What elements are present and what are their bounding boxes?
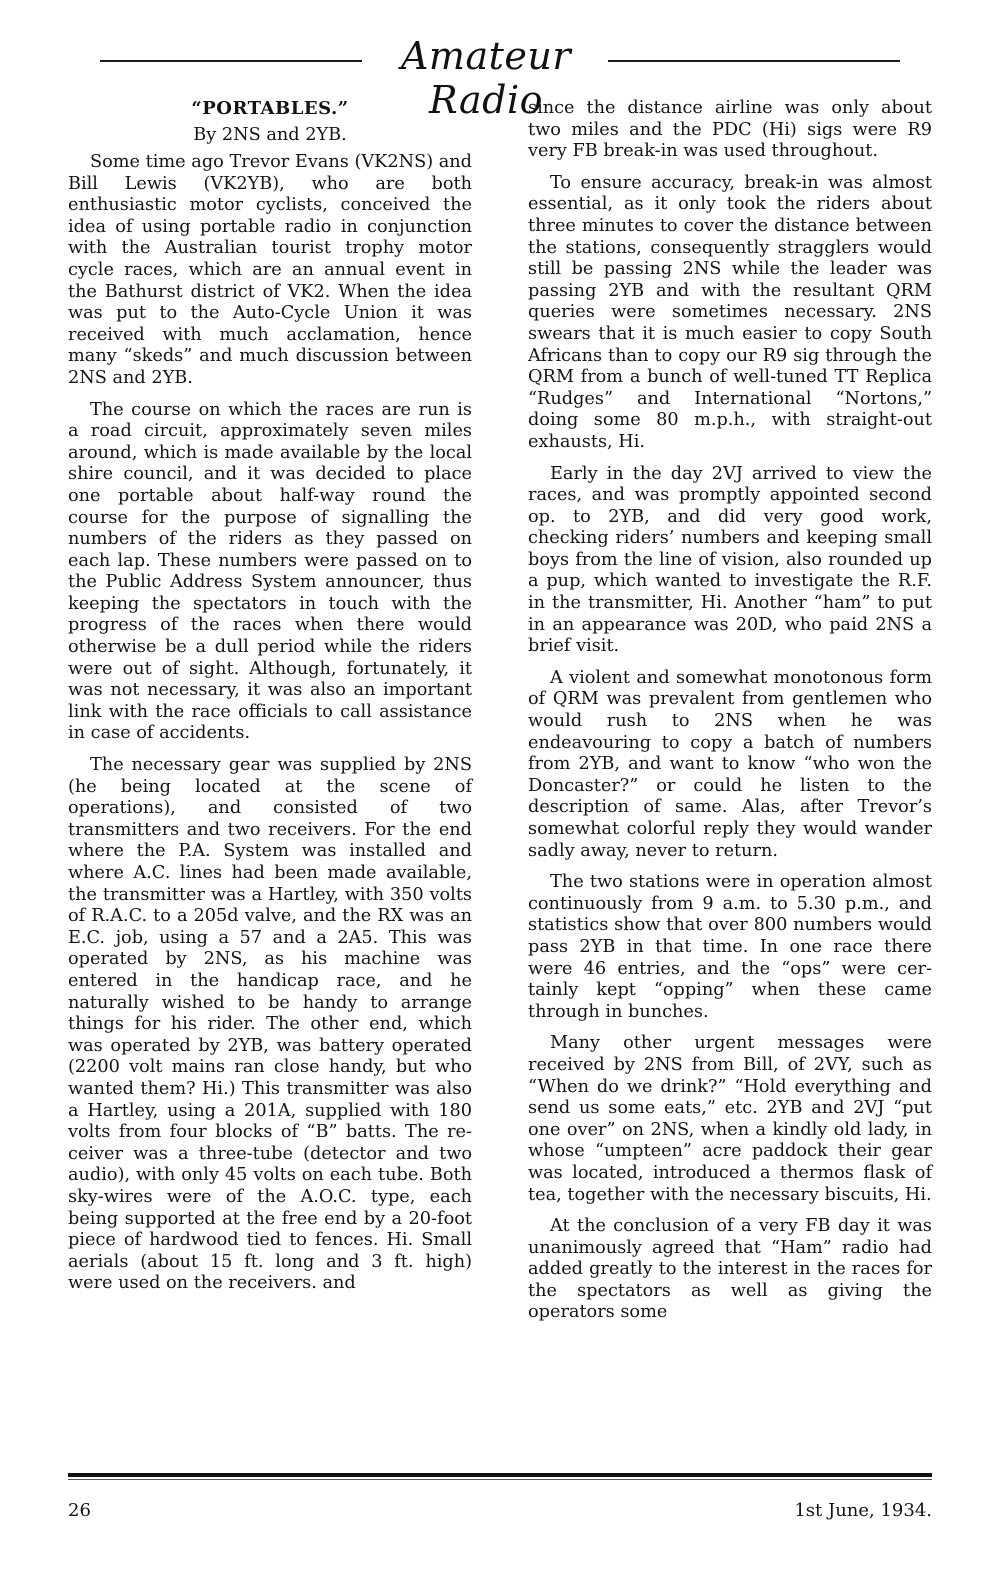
article-heading: “PORTABLES.”: [191, 98, 349, 119]
paragraph-continuation: since the distance airline was only about two miles and the PDC (Hi) sigs were R9 very FB break-in was used throughout.: [528, 98, 932, 162]
paragraph: A violent and somewhat monotonous form of QRM was prevalent from gentlemen who would rush to 2NS when he was endeavouring to copy a batch of numbers from 2YB, and want to know “who won the Doncaster?” or could he listen to the description of same. Alas, after Trevor’s somewhat colorful reply they would wander sadly away, never to return.: [528, 667, 932, 861]
footer-rule: [68, 1473, 932, 1477]
footer-rule-thin: [68, 1479, 932, 1480]
paragraph: Many other urgent messages were received by 2NS from Bill, of 2VY, such as “When do we drink?” “Hold everything and send us some eats,” etc. 2YB and 2VJ “put one over” on 2NS, when a kindly old lady, in whose “umpteen” acre paddock their gear was located, introduced a thermos flask of tea, together with the necessary biscuits, Hi.: [528, 1033, 932, 1205]
paragraph: The course on which the races are run is a road circuit, approximately seven miles around, which is made available by the local shire council, and it was decided to place one portable about half-way round the course for the purpose of signalling the numbers of the riders as they passed on each lap. These numbers were passed on to the Public Address System announcer, thus keeping the spectators in touch with the progress of the races when there would otherwise be a dull period while the riders were out of sight. Although, fortunately, it was not necessary, it was also an important link with the race officials to call assistance in case of accidents.: [68, 399, 472, 744]
article-byline: By 2NS and 2YB.: [193, 125, 347, 145]
page-number: 26: [68, 1500, 91, 1521]
paragraph: The necessary gear was supplied by 2NS (he being located at the scene of operations), and consisted of two transmitters and two receivers. For the end where the P.A. System was installed and where A.C. lines had been made available, the transmitter was a Hartley, with 350 volts of R.A.C. to a 205d valve, and the RX was an E.C. job, using a 57 and a 2A5. This was operated by 2NS, as his machine was entered in the handicap race, and he naturally wished to be handy to arrange things for his rider. The other end, which was operated by 2YB, was battery operated (2200 volt mains ran close handy, but who wanted them? Hi.) This transmitter was also a Hartley, using a 201A, supplied with 180 volts from four blocks of “B” batts. The receiver was a three-tube (detector and two audio), with only 45 volts on each tube. Both sky-wires were of the A.O.C. type, each being supported at the free end by a 20-foot piece of hardwood tied to fences. Hi. Small aerials (about 15 ft. long and 3 ft. high) were used on the receivers. and: [68, 755, 472, 1294]
masthead-title: Amateur Radio: [400, 34, 572, 122]
paragraph: Some time ago Trevor Evans (VK2NS) and Bill Lewis (VK2YB), who are both enthusiastic motor cyclists, conceived the idea of using portable radio in conjunction with the Australian tourist trophy motor cycle races, which are an annual event in the Bathurst district of VK2. When the idea was put to the Auto-Cycle Union it was received with much acclamation, hence many “skeds” and much discussion between 2NS and 2YB.: [68, 152, 472, 388]
paragraph: The two stations were in operation almost continuously from 9 a.m. to 5.30 p.m., and statistics show that over 800 numbers would pass 2YB in that time. In one race there were 46 entries, and the “ops” were certainly kept “opping” when these came through in bunches.: [528, 872, 932, 1022]
masthead-rule-right: [608, 60, 900, 62]
masthead-rule-left: [100, 60, 362, 62]
paragraph: Early in the day 2VJ arrived to view the races, and was promptly appointed second op. to 2YB, and did very good work, checking riders’ numbers and keeping small boys from the line of vision, also rounded up a pup, which wanted to investigate the R.F. in the transmitter, Hi. Another “ham” to put in an appearance was 20D, who paid 2NS a brief visit.: [528, 463, 932, 657]
right-column: [528, 98, 932, 1334]
paragraph: At the conclusion of a very FB day it was unanimously agreed that “Ham” radio had added greatly to the interest in the races for the spectators as well as giving the operators some: [528, 1216, 932, 1323]
issue-date: 1st June, 1934.: [794, 1500, 932, 1521]
left-column: [68, 98, 472, 1305]
paragraph: To ensure accuracy, break-in was almost essential, as it only took the riders about three minutes to cover the distance between the stations, consequently stragglers would still be passing 2NS while the leader was passing 2YB and with the resultant QRM queries were sometimes necessary. 2NS swears that it is much easier to copy South Africans than to copy our R9 sig through the QRM from a bunch of well-tuned TT Replica “Rudges” and International “Nortons,” doing some 80 m.p.h., with straight-out exhausts, Hi.: [528, 172, 932, 452]
